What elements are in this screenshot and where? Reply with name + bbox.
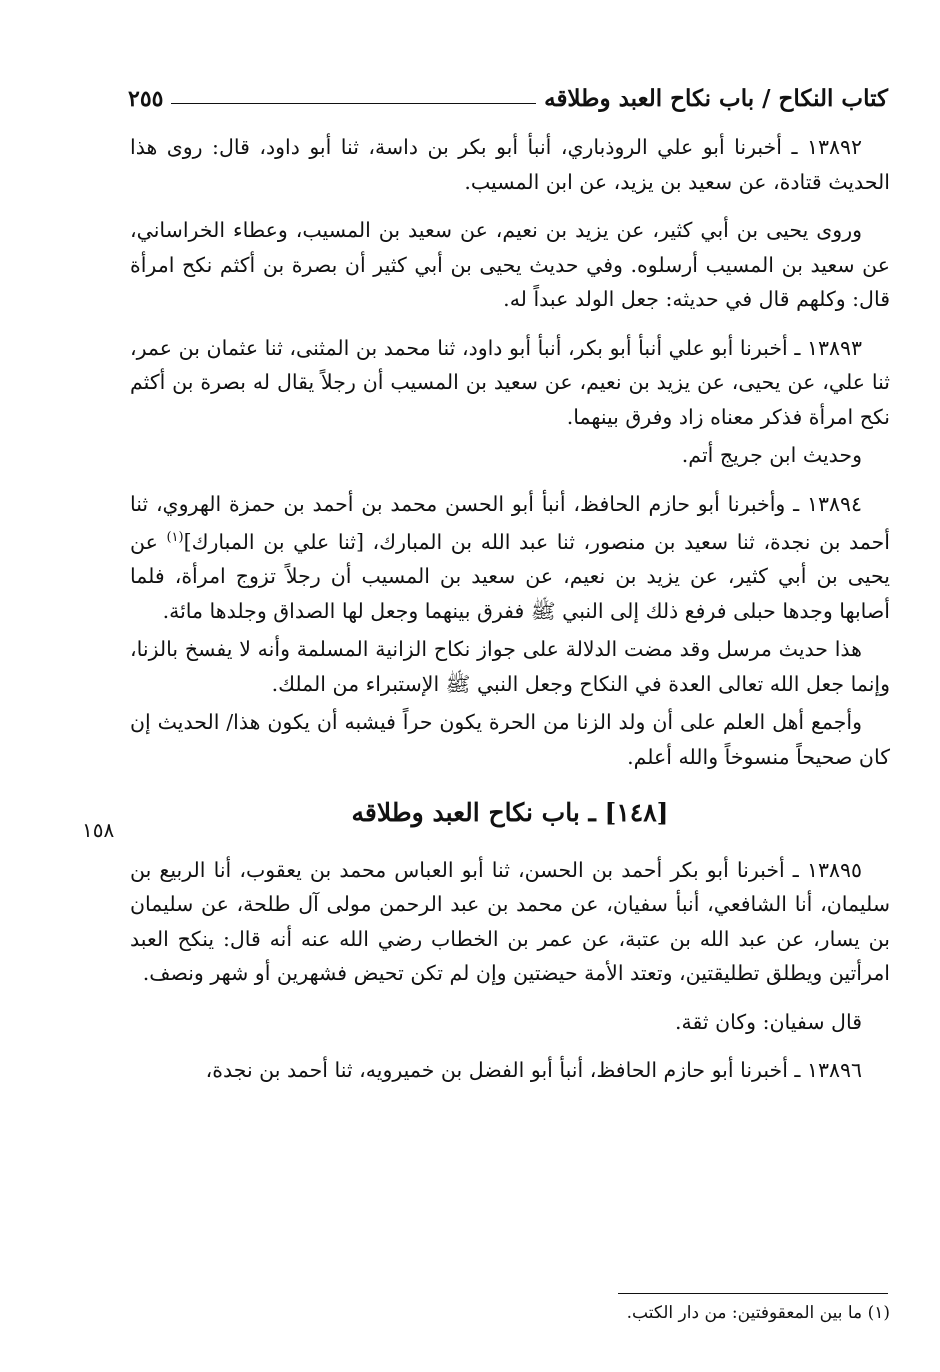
paragraph: وروى يحيى بن أبي كثير، عن يزيد بن نعيم، عن سعيد بن المسيب، وعطاء الخراساني، عن سعيد بن المسيب أرسلوه. وفي حديث يحيى بن أبي كثير أن بصرة بن أكثم نكح امرأة قال: وكلهم قال في حديثه: جعل الولد عبداً له. — [130, 218, 890, 311]
footnote: (١) ما بين المعقوفتين: من دار الكتب. — [626, 1303, 890, 1323]
footnote-marker: (١) — [166, 530, 184, 545]
paragraph: ١٣٨٩٥ ـ أخبرنا أبو بكر أحمد بن الحسن، ثنا أبو العباس محمد بن يعقوب، أنا الربيع بن سليمان، أنا الشافعي، أنبأ سفيان، عن محمد بن عبد الرحمن مولى آل طلحة، عن سليمان بن يسار، عن عبد الله بن عتبة، عن عمر بن الخطاب رضي الله عنه أنه قال: ينكح العبد امرأتين ويطلق تطليقتين، وتعتد الأمة حيضتين وإن لم تكن تحيض فشهرين أو شهر ونصف. — [130, 857, 890, 986]
footnote-rule — [618, 1293, 888, 1294]
paragraph: هذا حديث مرسل وقد مضت الدلالة على جواز نكاح الزانية المسلمة وأنه لا يفسخ بالزنا، وإنما جعل الله تعالى العدة في النكاح وجعل النبي ﷺ الإستبراء من الملك. — [130, 637, 890, 696]
paragraph-part: عن يحيى بن أبي كثير، عن يزيد بن نعيم، عن سعيد بن المسيب أن رجلاً تزوج امرأة، فلما أصابها وجدها حبلى فرفع ذلك إلى النبي ﷺ ففرق بينهما وجعل لها الصداق وجلدها مائة. — [130, 529, 890, 623]
paragraph: ١٣٨٩٣ ـ أخبرنا أبو علي أنبأ أبو بكر، أنبأ أبو داود، ثنا محمد بن المثنى، ثنا عثمان بن عمر، ثنا علي، عن يحيى، عن يزيد بن نعيم، عن سعيد بن المسيب أن رجلاً يقال له بصرة بن أكثم نكح امرأة فذكر معناه زاد وفرق بينهما. — [130, 335, 890, 429]
page-number: ٢٥٥ — [128, 86, 164, 112]
header-rule — [171, 103, 536, 104]
paragraph: ١٣٨٩٦ ـ أخبرنا أبو حازم الحافظ، أنبأ أبو الفضل بن خميرويه، ثنا أحمد بن نجدة، — [205, 1058, 862, 1083]
paragraph: قال سفيان: وكان ثقة. — [675, 1009, 862, 1034]
running-title: كتاب النكاح / باب نكاح العبد وطلاقه — [544, 85, 888, 112]
paragraph-part: ١٣٨٩٤ ـ وأخبرنا أبو حازم الحافظ، أنبأ أبو الحسن محمد بن أحمد بن حمزة الهروي، ثنا أحمد بن نجدة، ثنا سعيد بن منصور، ثنا عبد الله بن المبارك، [ثنا علي بن المبارك] — [130, 491, 890, 554]
chapter-title: [١٤٨] ـ باب نكاح العبد وطلاقه — [351, 798, 669, 828]
main-text — [130, 130, 890, 1102]
paragraph: وحديث ابن جريج أتم. — [681, 443, 862, 467]
margin-folio-note: ١٥٨ — [82, 818, 115, 842]
paragraph: وأجمع أهل العلم على أن ولد الزنا من الحرة يكون حراً فيشبه أن يكون هذا/ الحديث إن كان صحيحاً منسوخاً والله أعلم. — [130, 710, 890, 769]
paragraph: ١٣٨٩٢ ـ أخبرنا أبو علي الروذباري، أنبأ أبو بكر بن داسة، ثنا أبو داود، قال: روى هذا الحديث قتادة، عن سعيد بن يزيد، عن ابن المسيب. — [130, 135, 890, 194]
paragraph — [130, 487, 890, 629]
page-header — [128, 72, 888, 112]
